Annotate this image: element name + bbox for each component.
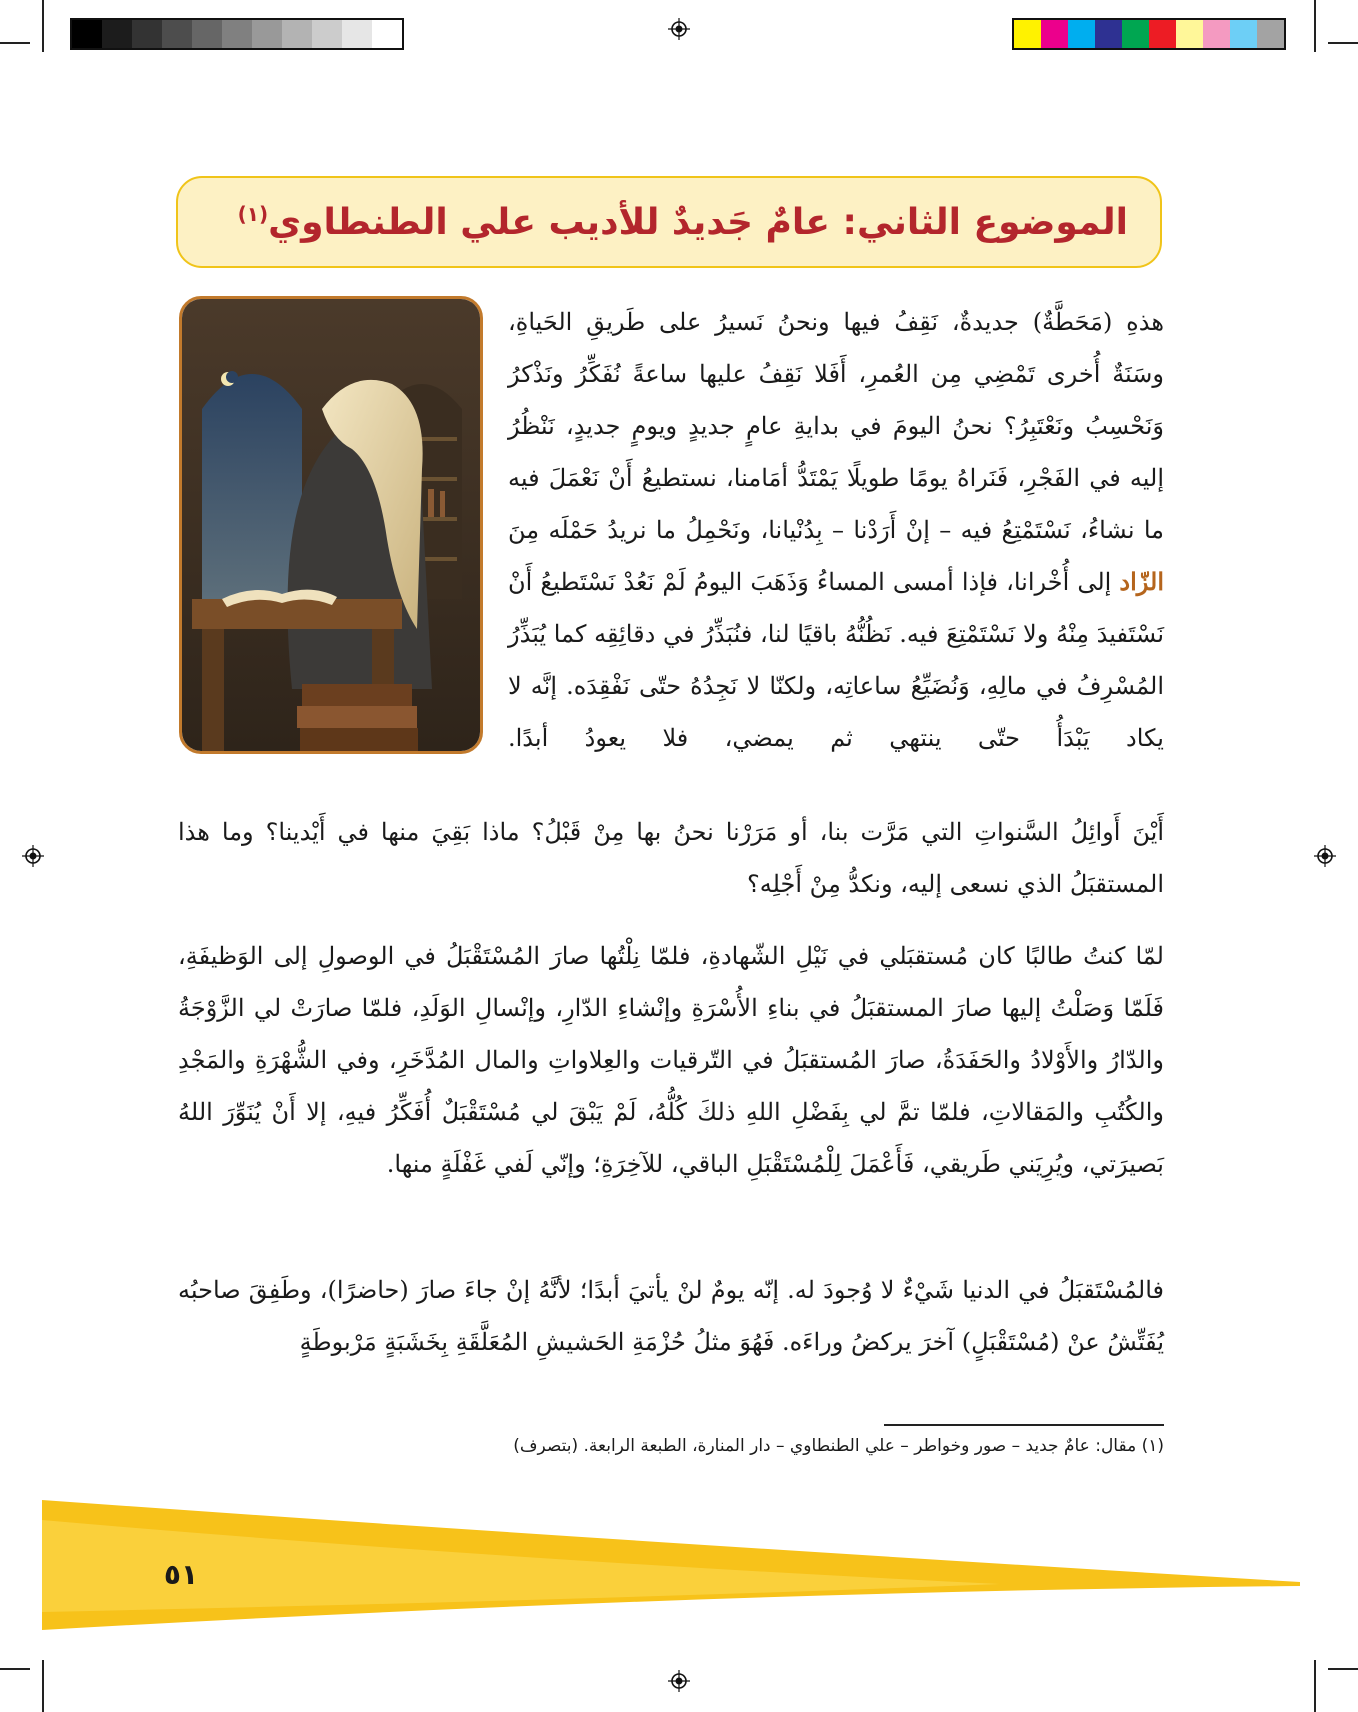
crop-mark-tl-h (0, 42, 30, 44)
crop-mark-bl-v (42, 1660, 44, 1712)
crop-mark-bl-h (0, 1668, 30, 1670)
lesson-title-text: الموضوع الثاني: عامٌ جَديدٌ للأديب علي الطنطاوي (268, 201, 1128, 243)
crop-mark-br-v (1314, 1660, 1316, 1712)
paragraph-1 (508, 296, 1164, 764)
footnote-reference: (١) (237, 201, 269, 226)
lesson-title-box (176, 176, 1162, 268)
color-calibration-bar (1012, 18, 1286, 50)
crop-mark-br-h (1328, 1668, 1358, 1670)
grayscale-calibration-bar (70, 18, 404, 50)
registration-mark-right (1314, 845, 1336, 867)
scholar-reading-illustration (179, 296, 483, 754)
footnote-divider (884, 1424, 1164, 1426)
paragraph-3: لمّا كنتُ طالبًا كان مُستقبَلي في نَيْلِ الشّهادةِ، فلمّا نِلْتُها صارَ المُسْتَقْبَلُ في الوصولِ إلى الوَظيفَةِ، فَلَمّا وَصَلْتُ إليها صارَ المستقبَلُ في بناءِ الأُسْرَةِ وإنْشاءِ الدّارِ، وإنْسالِ الوَلَدِ، فلمّا صارَتْ لي الزَّوْجَةُ والدّارُ والأَوْلادُ والحَفَدَةُ، صارَ المُستقبَلُ في التّرقيات والعِلاواتِ والمال المُدَّخَرِ، وفي الشُّهْرَةِ والمَجْدِ والكُتُبِ والمَقالاتِ، فلمّا تمَّ لي بِفَضْلِ اللهِ ذلكَ كُلُّهُ، لَمْ يَبْقَ لي مُسْتَقْبَلٌ أُفَكِّرُ فيهِ، إلا أَنْ يُنَوِّرَ اللهُ بَصيرَتي، ويُرِيَني طَريقي، فَأَعْمَلَ لِلْمُسْتَقْبَلِ الباقي، للآخِرَةِ؛ وإنّي لَفي غَفْلَةٍ منها. (178, 942, 1164, 1178)
registration-mark-left (22, 845, 44, 867)
paragraph-1-part-b: إلى أُخْرانا، فإذا أمسى المساءُ وَذَهَبَ اليومُ لَمْ نَعُدْ نَسْتَطيعُ أَنْ نَسْتَفيدَ مِنْهُ ولا نَسْتَمْتِعَ فيه. نَظُنُّهُ باقيًا لنا، فنُبَذِّرُ في دقائِقِه كما يُبَذِّرُ المُسْرِفُ في مالِهِ، وَنُضَيِّعُ ساعاتِه، ولكنّا لا نَجِدُهُ حتّى نَفْقِدَه. إنَّه لا يكاد يَبْدَأُ حتّى ينتهي ثم يمضي، فلا يعودُ أبدًا. (508, 568, 1164, 752)
paragraph-4: فالمُسْتَقبَلُ في الدنيا شَيْءٌ لا وُجودَ له. إنّه يومٌ لنْ يأتيَ أبدًا؛ لأنَّهُ إنْ جاءَ صارَ (حاضرًا)، وطَفِقَ صاحبُه يُفَتِّشُ عنْ (مُسْتَقْبَلٍ) آخرَ يركضُ وراءَه. فَهُوَ مثلُ حُزْمَةِ الحَشيشِ المُعَلَّقَةِ بِخَشَبَةٍ مَرْبوطَةٍ (178, 1276, 1164, 1356)
paragraph-1-part-a: هذهِ (مَحَطَّةٌ) جديدةٌ، نَقِفُ فيها ونحنُ نَسيرُ على طَريقِ الحَياةِ، وسَنَةٌ أُخرى تَمْضِي مِن العُمرِ، أَفَلا نَقِفُ عليها ساعةً نُفَكِّرُ ونَذْكرُ وَنَحْسِبُ ونَعْتَبِرُ؟ نحنُ اليومَ في بدايةِ عامٍ جديدٍ ويومٍ جديدٍ، نَنْظُرُ إليه في الفَجْرِ، فَنَراهُ يومًا طويلًا يَمْتَدُّ أمَامنا، نستطيعُ أَنْ نَعْمَلَ فيه ما نشاءُ، نَسْتَمْتِعُ فيه – إنْ أَرَدْنا – بِدُنْيانا، ونَحْمِلُ ما نريدُ حَمْلَه مِنَ (508, 308, 1164, 544)
registration-mark-bottom (668, 1670, 690, 1692)
page-number: ٥١ (163, 1558, 199, 1591)
lesson-title (238, 202, 1128, 243)
footnote: (١) مقال: عامٌ جديد – صور وخواطر – علي الطنطاوي – دار المنارة، الطبعة الرابعة. (بتصرف) (513, 1436, 1164, 1456)
registration-mark-top (668, 18, 690, 40)
crop-mark-tr-v (1314, 0, 1316, 52)
crop-mark-tl-v (42, 0, 44, 52)
paragraph-2: أَيْنَ أَوائِلُ السَّنواتِ التي مَرَّت بنا، أو مَرَرْنا نحنُ بها مِنْ قَبْلُ؟ ماذا بَقِيَ منها في أَيْدينا؟ وما هذا المستقبَلُ الذي نسعى إليه، ونكدُّ مِنْ أَجْلِه؟ (178, 818, 1164, 898)
highlighted-word: الزّاد (1119, 567, 1164, 596)
crop-mark-tr-h (1328, 42, 1358, 44)
